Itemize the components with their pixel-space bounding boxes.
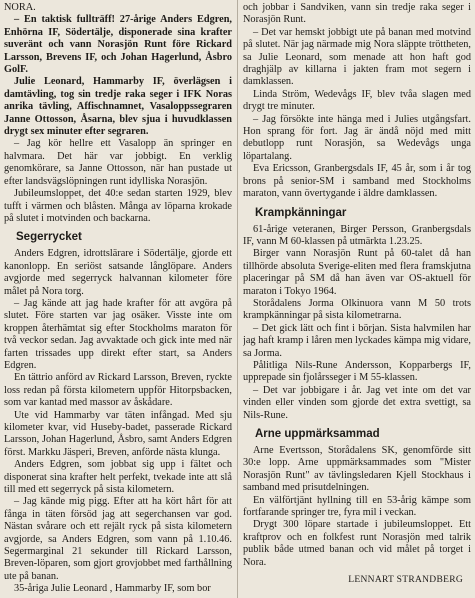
- byline: LENNART STRANDBERG: [348, 575, 463, 586]
- body-paragraph: Pålitliga Nils-Rune Andersson, Kopparbergs IF, upprepade sin fjolårsseger i M 55-klassen.: [243, 359, 471, 384]
- body-paragraph: – Jag kände mig pigg. Efter att ha kört hårt för att fånga in täten försöd jag att segerchansen var god. Nästan svårare och ett rejält ryck på sista kilometern avgjorde, sa Anders Edgren, som vann på 1.10.46. Segermarginal 21 sekunder till Rickard Larsson, Breven-löparen, som gjort grovjobbet med farthållning ute på banan.: [4, 496, 232, 582]
- body-paragraph: och jobbar i Sandviken, vann sin tredje raka seger i Norasjön Runt.: [243, 2, 471, 26]
- body-paragraph: – Jag kände att jag hade krafter för att avgöra på slutet. Före starten var jag osäker. Visste inte om kroppen återhämtat sig efter Stockholms maraton för två veckor sedan. Jag avvaktade och gick inte med när farten trissades upp direkt efter start, sa Anders Edgren.: [4, 297, 232, 371]
- body-paragraph: – Det var hemskt jobbigt ute på banan med motvind på slutet. När jag närmade mig Nora släppte tröttheten, sa Julie Leonard, som menade att hon haft god draghjälp av killarna i jakten fram mot segern i damklassen.: [243, 26, 471, 88]
- body-paragraph: En tättrio anförd av Rickard Larsson, Breven, ryckte loss redan på första kilometern uppför Hitorpsbacken, som var kantad med massor av åskådare.: [4, 372, 232, 409]
- body-paragraph: – Jag försökte inte hänga med i Julies utgångsfart. Hon sprang för fort. Jag är ändå nöjd med mitt debutlopp runt Norasjön, sa Wedevågs unga löpartalang.: [243, 113, 471, 162]
- section-heading: Segerrycket: [16, 231, 82, 244]
- body-paragraph: En välförtjänt hyllning till en 53-årig kämpe som fortfarande springer tre, fyra mil i veckan.: [243, 494, 471, 519]
- body-paragraph: Jubileumsloppet, det 40:e sedan starten 1929, blev tufft i värmen och blåsten. Många av löparna krokade på slutet i motvinden och backarna.: [4, 188, 232, 224]
- section-heading: Arne uppmärksammad: [255, 428, 380, 440]
- body-paragraph: Linda Ström, Wedevågs IF, blev tvåa slagen med drygt tre minuter.: [243, 88, 471, 113]
- body-paragraph: Drygt 300 löpare startade i jubileumsloppet. Ett kraftprov och en folkfest runt Norasjön med talrik publik både utmed banan och vid målet på torget i Nora.: [243, 519, 471, 568]
- body-paragraph: Birger vann Norasjön Runt på 60-talet då han tillhörde absoluta Sverige-eliten med flera framskjutna placeringar på SM då han även var OS-aktuell för maraton i Tokyo 1964.: [243, 248, 471, 297]
- body-paragraph: Storådalens Jorma Olkinuora vann M 50 trots krampkänningar på sista kilometrarna.: [243, 297, 471, 322]
- body-paragraph: Eva Ericsson, Granbergsdals IF, 45 år, som i år tog brons på senior-SM i samband med Stockholms maraton, vann övertygande i äldre damklassen.: [243, 163, 471, 200]
- body-paragraph: Ute vid Hammarby var täten infångad. Med sju kilometer kvar, vid Huseby-badet, passerade Rickard Larsson, Johan Hagerlund, Åsbro, samt Anders Edgren först. Markku Jäsperi, Breven, anförde nästa klunga.: [4, 409, 232, 458]
- body-paragraph: – Jag kör hellre ett Vasalopp än springer en halvmara. Det här var jobbigt. En verklig genomkörare, sa Janne Ottosson, när han pustade ut efter landsvägslöpningen runt idylliska Norasjön.: [4, 138, 232, 187]
- body-paragraph: Arne Evertsson, Storådalens SK, genomförde sitt 30:e lopp. Arne uppmärksammades som "Mister Norasjön Runt" av tävlingsledaren Kjell Stockhaus i samband med prisutdelningen.: [243, 445, 471, 494]
- body-paragraph: – Det gick lätt och fint i början. Sista halvmilen har jag haft kramp i låren men lyckades kämpa mig vidare, sa Jorma.: [243, 322, 471, 359]
- column-divider: [237, 0, 238, 598]
- body-paragraph: 61-årige veteranen, Birger Persson, Granbergsdals IF, vann M 60-klassen på utmärkta 1.23.25.: [243, 223, 471, 247]
- left-column: [4, 2, 232, 596]
- body-paragraph: Anders Edgren, idrottslärare i Södertälje, gjorde ett kanonlopp. En seriöst satsande långlöpare. Anders avgjorde med segerryck halvannan kilometer före målet på Nora torg.: [4, 248, 232, 297]
- body-paragraph: – Det var jobbigare i år. Jag vet inte om det var vinden eller vinden som gjorde det extra svettigt, sa Nils-Rune.: [243, 384, 471, 421]
- body-paragraph: Anders Edgren, som jobbat sig upp i fältet och disponerat sina krafter helt perfekt, tvekade inte att slå till med ett segerryck på sista kilometern.: [4, 459, 232, 496]
- lead-paragraph: Julie Leonard, Hammarby IF, överlägsen i damtävling, tog sin tredje raka seger i IFK Noras anrika tävling, Affischnamnet, Vasaloppssegraren Janne Ottosson, Åsarna, blev sjua i huvudklassen drygt sex minuter efter segraren.: [4, 76, 232, 138]
- lead-paragraph: – En taktisk fullträff! 27-årige Anders Edgren, Enhörna IF, Södertälje, disponerade sina krafter suveränt och vann Norasjön Runt före Rickard Larsson, Brevens IF, och Johan Hagerlund, Åsbro GolF.: [4, 14, 232, 76]
- body-paragraph: 35-åriga Julie Leonard , Hammarby IF, som bor: [14, 583, 211, 595]
- body-paragraph: NORA.: [4, 2, 36, 13]
- right-column: [243, 2, 471, 585]
- section-heading: Krampkänningar: [255, 206, 347, 219]
